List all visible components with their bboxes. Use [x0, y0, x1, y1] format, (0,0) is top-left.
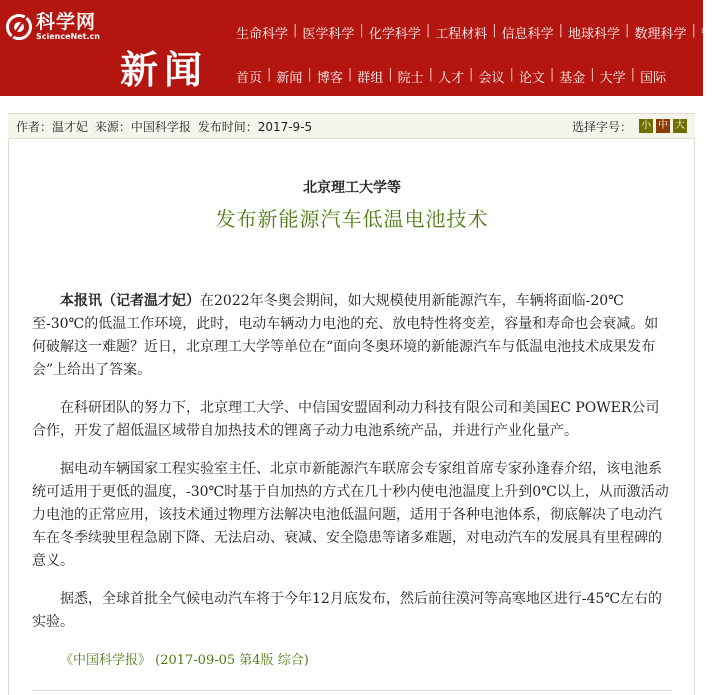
logo-domain: ScienceNet.cn: [36, 32, 100, 41]
paragraph-4: 据悉，全球首批全气候电动汽车将于今年12月底发布，然后前往漠河等高寒地区进行-45℃左右的实验。: [32, 591, 663, 630]
bottom-divider: [32, 690, 672, 691]
nav-universities[interactable]: 大学: [599, 71, 626, 86]
nav-funding[interactable]: 基金: [559, 71, 586, 86]
site-header: [0, 0, 727, 96]
nav-groups[interactable]: 群组: [357, 71, 384, 86]
nav-academicians[interactable]: 院士: [397, 71, 424, 86]
nav-chemistry[interactable]: 化学科学: [368, 27, 421, 42]
article: [32, 139, 672, 668]
font-size-label: 选择字号：: [571, 119, 632, 134]
lead-byline: 本报讯（记者温才妃）: [60, 293, 200, 309]
logo-name: 科学网: [36, 11, 97, 33]
nav-news[interactable]: 新闻: [276, 71, 303, 86]
author: 作者：温才妃: [16, 119, 89, 134]
article-info-bar: [8, 113, 695, 139]
frame-right-border: [694, 139, 695, 695]
nav-life-science[interactable]: 生命科学: [236, 27, 289, 42]
nav-medical-science[interactable]: 医学科学: [302, 27, 355, 42]
category-nav: 生命科学 | 医学科学 | 化学科学 | 工程材料 | 信息科学 | 地球科学 | 数理科学 | 管理: [236, 23, 727, 42]
nav-papers[interactable]: 论文: [518, 71, 545, 86]
publish-time: 发布时间：2017-9-5: [197, 119, 313, 134]
nav-management[interactable]: 管理: [700, 27, 727, 42]
article-source-link[interactable]: 《中国科学报》 (2017-09-05 第4版 综合): [60, 653, 309, 668]
paragraph-2: 在科研团队的努力下，北京理工大学、中信国安盟固利动力科技有限公司和美国EC POWER公司合作，开发了超低温区域带自加热技术的锂离子动力电池系统产品，并进行产业化量产。: [32, 400, 660, 439]
article-kicker: 北京理工大学等: [303, 180, 401, 196]
paragraph-1: [32, 290, 672, 382]
nav-engineering[interactable]: 工程材料: [435, 27, 488, 42]
nav-home[interactable]: 首页: [236, 71, 263, 86]
nav-blog[interactable]: 博客: [316, 71, 343, 86]
nav-math-physics[interactable]: 数理科学: [634, 27, 687, 42]
article-meta: [16, 118, 315, 135]
font-small-button[interactable]: 小: [641, 120, 651, 131]
paragraph-3: 据电动车辆国家工程实验室主任、北京市新能源汽车联席会专家组首席专家孙逢春介绍，该电池系统可适用于更低的温度，-30℃时基于自加热的方式在几十秒内使电池温度上升到0℃以上，从而激活动力电池的正常应用，该技术通过物理方法解决电池低温问题，适用于各种电池体系，彻底解决了电动汽车在冬季续驶里程急剧下降、无法启动、衰减、安全隐患等诸多难题，对电动汽车的发展具有里程碑的意义。: [32, 461, 669, 569]
nav-conferences[interactable]: 会议: [478, 71, 505, 86]
source: 来源：中国科学报: [94, 119, 191, 134]
article-title: 发布新能源汽车低温电池技术: [215, 207, 489, 231]
nav-international[interactable]: 国际: [640, 71, 667, 86]
article-body: [32, 290, 672, 634]
nav-earth-science[interactable]: 地球科学: [568, 27, 621, 42]
site-logo[interactable]: [6, 6, 116, 48]
nav-information[interactable]: 信息科学: [501, 27, 554, 42]
font-size-selector: [572, 118, 687, 135]
logo-emblem-icon: [6, 14, 32, 40]
nav-talent[interactable]: 人才: [438, 71, 465, 86]
font-medium-button[interactable]: 中: [658, 120, 668, 131]
main-nav: 首页 | 新闻 | 博客 | 群组 | 院士 | 人才 | 会议 | 论文 | 基金 | 大学 | 国际: [236, 67, 667, 86]
section-title: 新闻: [120, 48, 209, 92]
paragraph-1-text: 在2022年冬奥会期间，如大规模使用新能源汽车，车辆将面临-20℃至-30℃的低温工作环境，此时，电动车辆动力电池的充、放电特性将变差，容量和寿命也会衰减。如何破解这一难题？近日，北京理工大学等单位在“面向冬奥环境的新能源汽车与低温电池技术成果发布会”上给出了答案。: [32, 293, 659, 378]
font-large-button[interactable]: 大: [675, 120, 685, 131]
frame-left-border: [8, 139, 9, 695]
